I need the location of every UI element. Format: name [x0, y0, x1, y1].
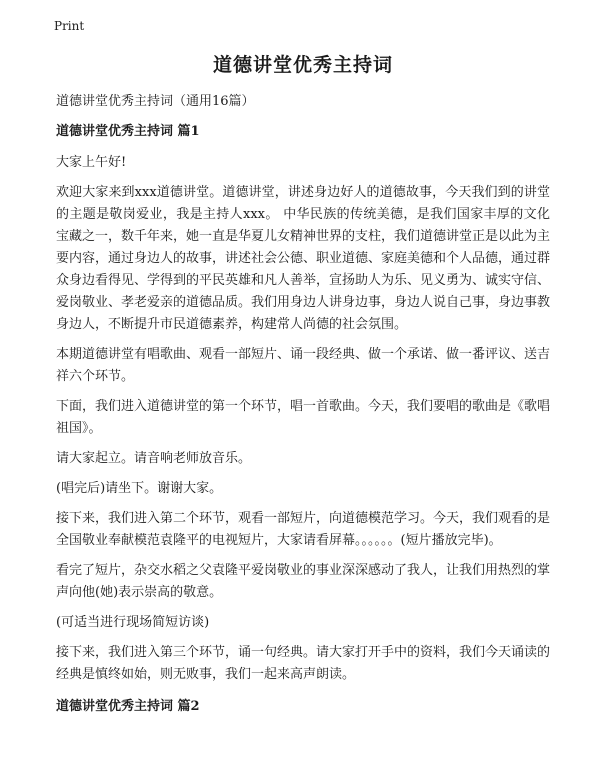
paragraph-welcome: 欢迎大家来到xxx道德讲堂。道德讲堂，讲述身边好人的道德故事，今天我们到的讲堂的主题是敬岗爱业，我是主持人xxx。 中华民族的传统美德，是我们国家丰厚的文化宝藏之一，数千年来，她一直是华夏儿女精神世界的支柱，我们道德讲堂正是以此为主要内容，通过身边人的故事，讲述社会公德、职业道德、家庭美德和个人品德，通过群众身边看得见、学得到的平民英雄和凡人善举，宣扬助人为乐、见义勇为、诚实守信、爱岗敬业、孝老爱亲的道德品质。我们用身边人讲身边事，身边人说自己事，身边事教身边人，不断提升市民道德素养，构建常人尚德的社会氛围。 — [56, 185, 551, 332]
document-title: 道德讲堂优秀主持词 — [212, 54, 393, 76]
paragraph-stand-up: 请大家起立。请音响老师放音乐。 — [56, 451, 252, 466]
paragraph-segment-2: 接下来，我们进入第二个环节，观看一部短片，向道德模范学习。今天，我们观看的是全国敬业奉献模范袁隆平的电视短片，大家请看屏幕。。。。。。(短片播放完毕)。 — [56, 511, 551, 548]
paragraph-interview: (可适当进行现场简短访谈) — [56, 615, 210, 630]
section-heading-1: 道德讲堂优秀主持词 篇1 — [56, 124, 200, 139]
print-link[interactable]: Print — [54, 19, 85, 33]
paragraph-greeting: 大家上午好! — [56, 155, 127, 170]
document-subtitle: 道德讲堂优秀主持词（通用16篇） — [56, 94, 255, 109]
paragraph-applause: 看完了短片，杂交水稻之父袁隆平爱岗敬业的事业深深感动了我人，让我们用热烈的掌声向他(她)表示崇高的敬意。 — [56, 563, 551, 600]
paragraph-segment-3: 接下来，我们进入第三个环节，诵一句经典。请大家打开手中的资料，我们今天诵读的经典是慎终如始，则无败事，我们一起来高声朗读。 — [56, 645, 551, 682]
section-heading-2: 道德讲堂优秀主持词 篇2 — [56, 699, 200, 714]
paragraph-sit-down: (唱完后)请坐下。谢谢大家。 — [56, 481, 223, 496]
paragraph-segment-1: 下面，我们进入道德讲堂的第一个环节，唱一首歌曲。今天，我们要唱的歌曲是《歌唱祖国》。 — [56, 399, 551, 436]
document-page — [56, 52, 550, 716]
paragraph-agenda: 本期道德讲堂有唱歌曲、观看一部短片、诵一段经典、做一个承诺、做一番评议、送吉祥六个环节。 — [56, 347, 551, 384]
